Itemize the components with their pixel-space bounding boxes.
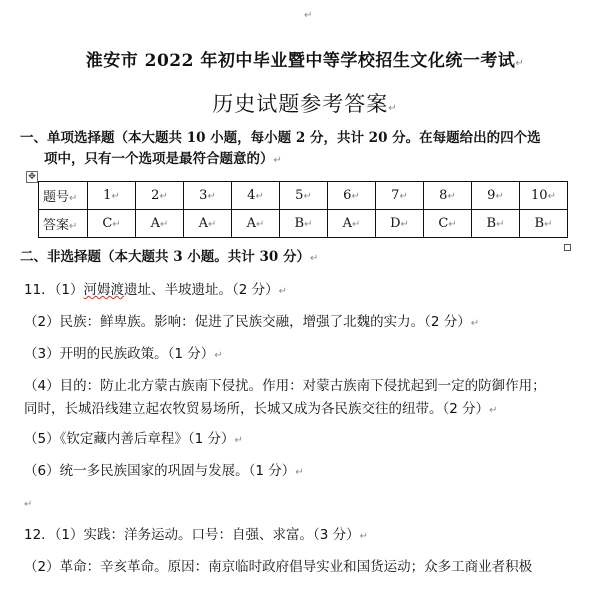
table-cell: B↵ — [520, 210, 568, 238]
paragraph-mark: ↵ — [309, 253, 319, 264]
table-cell: C↵ — [88, 210, 136, 238]
cell-mark: ↵ — [207, 191, 216, 202]
table-cell: A↵ — [136, 210, 184, 238]
table-cell: 3↵ — [184, 182, 232, 210]
spellcheck-underlined-text: 河姆渡 — [83, 282, 125, 298]
table-cell: 2↵ — [136, 182, 184, 210]
cell-mark: ↵ — [69, 221, 78, 232]
cell-mark: ↵ — [111, 191, 120, 202]
cell-mark: ↵ — [303, 191, 312, 202]
paragraph-mark: ↵ — [273, 155, 282, 166]
table-cell: 6↵ — [328, 182, 376, 210]
table-cell: B↵ — [280, 210, 328, 238]
paragraph-mark: ↵ — [295, 467, 304, 478]
answer-key-subtitle: 历史试题参考答案↵ — [212, 92, 398, 116]
q12-part1: 12．（1）实践：洋务运动。口号：自强、求富。（3 分）↵ — [24, 527, 369, 543]
q11-part4: （4）目的：防止北方蒙古族南下侵扰。作用：对蒙古族南下侵扰起到一定的防御作用； 同时，长城沿线建立起农牧贸易场所，长城又成为各民族交往的纽带。（2 分）↵ — [24, 378, 546, 417]
exam-title: 淮安市 2022 年初中毕业暨中等学校招生文化统一考试↵ — [85, 51, 525, 71]
section-one-heading — [20, 128, 590, 171]
section-one-line-2: 项中，只有一个选项是最符合题意的）↵ — [44, 151, 282, 167]
table-cell: A↵ — [232, 210, 280, 238]
paragraph-mark: ↵ — [24, 499, 33, 510]
answer-table — [38, 181, 568, 238]
paragraph-mark: ↵ — [470, 318, 480, 329]
q12-part2: （2）革命：辛亥革命。原因：南京临时政府倡导实业和国货运动；众多工商业者积极 — [24, 559, 533, 575]
paragraph-mark: ↵ — [234, 435, 243, 446]
table-row-header: 题号↵ — [39, 182, 88, 210]
table-cell: 10↵ — [520, 182, 568, 210]
cell-mark: ↵ — [304, 219, 313, 230]
cell-mark: ↵ — [400, 219, 409, 230]
cell-mark: ↵ — [255, 191, 264, 202]
table-cell: A↵ — [184, 210, 232, 238]
cell-mark: ↵ — [447, 191, 456, 202]
q11-part2: （2）民族：鲜卑族。影响：促进了民族交融，增强了北魏的实力。（2 分）↵ — [24, 314, 480, 330]
q11-part3: （3）开明的民族政策。（1 分）↵ — [24, 346, 223, 362]
section-two-heading: 二、非选择题（本大题共 3 小题。共计 30 分）↵ — [20, 249, 319, 265]
table-cell: 1↵ — [88, 182, 136, 210]
table-cell: A↵ — [328, 210, 376, 238]
table-cell: C↵ — [424, 210, 472, 238]
table-cell: 4↵ — [232, 182, 280, 210]
cell-mark: ↵ — [544, 219, 553, 230]
paragraph-mark: ↵ — [304, 10, 313, 21]
q11-part6: （6）统一多民族国家的巩固与发展。（1 分）↵ — [24, 463, 304, 479]
cell-mark: ↵ — [495, 191, 504, 202]
cell-mark: ↵ — [399, 191, 408, 202]
table-row-answers — [39, 210, 568, 238]
table-cell: 9↵ — [472, 182, 520, 210]
cell-mark: ↵ — [112, 219, 121, 230]
table-cell: D↵ — [376, 210, 424, 238]
q11-part1: 11．（1）河姆渡遗址、半坡遗址。（2 分）↵ — [24, 282, 288, 298]
table-cell: B↵ — [472, 210, 520, 238]
table-cell: 8↵ — [424, 182, 472, 210]
cell-mark: ↵ — [160, 219, 169, 230]
paragraph-mark: ↵ — [278, 286, 288, 297]
section-one-line-1: 一、单项选择题（本大题共 10 小题，每小题 2 分，共计 20 分。在每题给出的四个选 — [20, 130, 541, 146]
q11-part5: （5）《钦定藏内善后章程》（1 分）↵ — [24, 431, 243, 447]
paragraph-mark: ↵ — [214, 350, 223, 361]
table-row-header: 答案↵ — [39, 210, 88, 238]
paragraph-mark: ↵ — [515, 58, 525, 69]
cell-mark: ↵ — [159, 191, 168, 202]
cell-mark: ↵ — [256, 219, 265, 230]
table-row-numbers — [39, 182, 568, 210]
table-cell: 5↵ — [280, 182, 328, 210]
cell-mark: ↵ — [69, 193, 78, 204]
cell-mark: ↵ — [547, 191, 556, 202]
table-cell: 7↵ — [376, 182, 424, 210]
empty-paragraph — [24, 492, 594, 516]
cell-mark: ↵ — [351, 191, 360, 202]
paragraph-mark: ↵ — [388, 103, 398, 114]
cell-mark: ↵ — [352, 219, 361, 230]
paragraph-mark: ↵ — [489, 405, 498, 416]
cell-mark: ↵ — [208, 219, 217, 230]
move-handle-icon[interactable]: ✥ — [26, 171, 38, 183]
cell-mark: ↵ — [448, 219, 457, 230]
paragraph-mark: ↵ — [359, 531, 369, 542]
cell-mark: ↵ — [496, 219, 505, 230]
